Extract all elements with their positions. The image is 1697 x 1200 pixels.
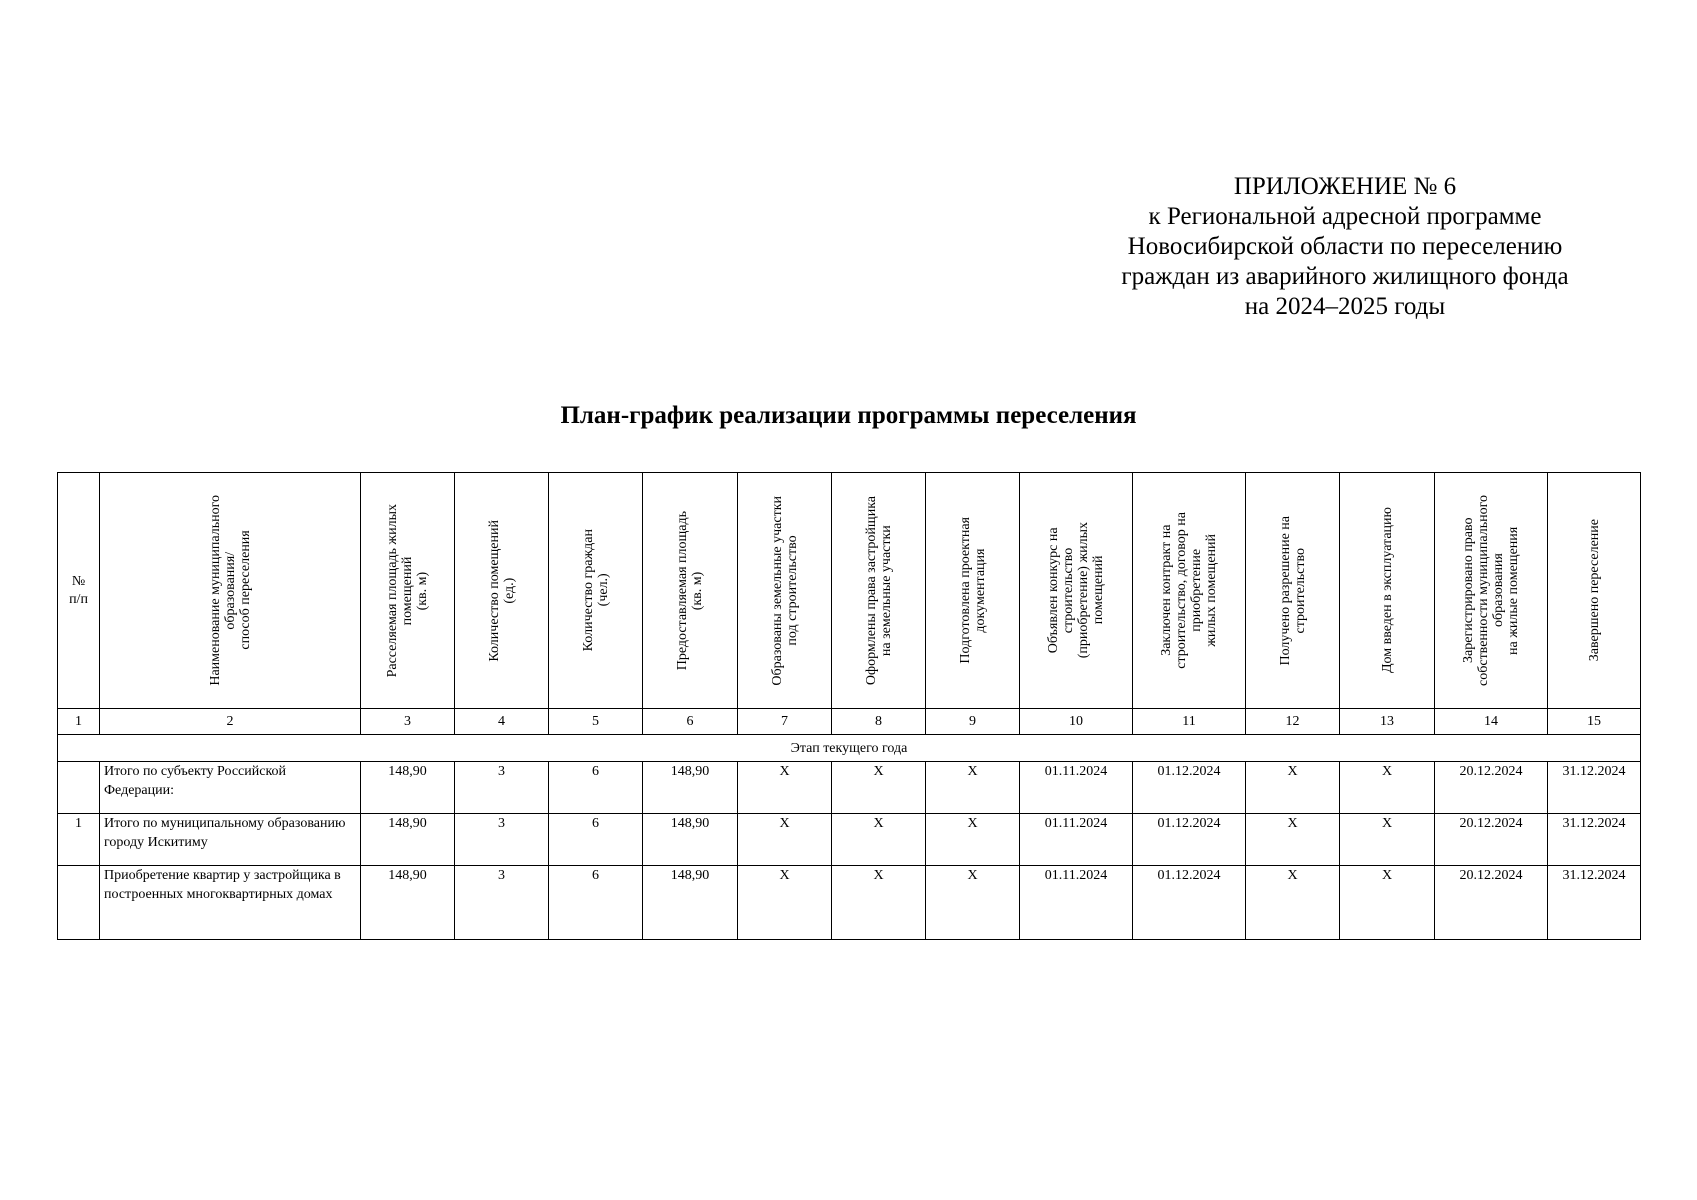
header-cell xyxy=(1246,473,1340,709)
column-number: 3 xyxy=(361,709,455,735)
table-cell: Х xyxy=(738,814,832,866)
header-cell xyxy=(455,473,549,709)
header-label: Наименование муниципального образования/ способ переселения xyxy=(207,495,253,686)
column-number-row xyxy=(58,709,1641,735)
table-cell: 148,90 xyxy=(361,814,455,866)
appendix-line: на 2024–2025 годы xyxy=(1244,293,1446,320)
table-row xyxy=(58,762,1641,814)
header-cell xyxy=(832,473,926,709)
table-cell: 148,90 xyxy=(643,814,738,866)
table-cell: Х xyxy=(926,814,1020,866)
table-cell: 31.12.2024 xyxy=(1548,814,1641,866)
header-label: Зарегистрировано право собственности муниципального образования на жилые помещения xyxy=(1461,495,1521,686)
table-cell: 148,90 xyxy=(361,762,455,814)
table-cell: 6 xyxy=(549,762,643,814)
table-cell: Х xyxy=(926,866,1020,940)
header-cell xyxy=(1133,473,1246,709)
column-number: 11 xyxy=(1133,709,1246,735)
appendix-line: граждан из аварийного жилищного фонда xyxy=(1121,263,1569,290)
header-cell-number xyxy=(58,473,100,709)
table-cell: 148,90 xyxy=(361,866,455,940)
column-number: 2 xyxy=(100,709,361,735)
table-cell: Х xyxy=(832,762,926,814)
header-label: Объявлен конкурс на строительство (приобретение) жилых помещений xyxy=(1046,522,1106,659)
table-cell: Х xyxy=(1340,814,1435,866)
document-title: План-график реализации программы переселения xyxy=(560,402,1137,429)
header-label: Подготовлена проектная документация xyxy=(957,517,988,664)
column-number: 10 xyxy=(1020,709,1133,735)
column-number: 1 xyxy=(58,709,100,735)
table-cell: Х xyxy=(1246,866,1340,940)
column-number: 12 xyxy=(1246,709,1340,735)
column-number: 9 xyxy=(926,709,1020,735)
table-cell: Х xyxy=(926,762,1020,814)
table-cell: 01.12.2024 xyxy=(1133,866,1246,940)
table-cell: 01.12.2024 xyxy=(1133,814,1246,866)
table-cell: 01.12.2024 xyxy=(1133,762,1246,814)
table-cell: 20.12.2024 xyxy=(1435,866,1548,940)
stage-label: Этап текущего года xyxy=(58,735,1641,762)
table-cell: 148,90 xyxy=(643,762,738,814)
table-cell: 3 xyxy=(455,762,549,814)
column-number: 7 xyxy=(738,709,832,735)
header-label: № п/п xyxy=(69,573,88,607)
table-cell: 3 xyxy=(455,866,549,940)
header-cell xyxy=(100,473,361,709)
header-cell xyxy=(1020,473,1133,709)
header-label: Завершено переселение xyxy=(1586,519,1602,662)
table-row xyxy=(58,866,1641,940)
table-cell: 01.11.2024 xyxy=(1020,762,1133,814)
table-cell xyxy=(58,762,100,814)
appendix-line: ПРИЛОЖЕНИЕ № 6 xyxy=(1233,173,1457,200)
header-cell xyxy=(1435,473,1548,709)
header-label: Расселяемая площадь жилых помещений (кв. м) xyxy=(385,503,430,678)
column-number: 6 xyxy=(643,709,738,735)
header-label: Количество граждан (чел.) xyxy=(580,529,611,652)
resettlement-schedule-table xyxy=(57,472,1641,940)
table-cell: 01.11.2024 xyxy=(1020,866,1133,940)
table-cell: 3 xyxy=(455,814,549,866)
table-cell: Х xyxy=(832,866,926,940)
table-cell: 20.12.2024 xyxy=(1435,762,1548,814)
table-cell: 6 xyxy=(549,866,643,940)
header-label: Заключен контракт на строительство, договор на приобретение жилых помещений xyxy=(1159,512,1219,669)
appendix-header xyxy=(1080,172,1610,322)
table-cell: Х xyxy=(832,814,926,866)
table-header-row xyxy=(58,473,1641,709)
header-cell xyxy=(926,473,1020,709)
column-number: 13 xyxy=(1340,709,1435,735)
table-cell: 148,90 xyxy=(643,866,738,940)
header-cell xyxy=(361,473,455,709)
stage-row xyxy=(58,735,1641,762)
header-label: Получено разрешение на строительство xyxy=(1277,515,1308,666)
table-cell: Итого по субъекту Российской Федерации: xyxy=(100,762,361,814)
column-number: 15 xyxy=(1548,709,1641,735)
header-label: Дом введен в эксплуатацию xyxy=(1379,507,1395,674)
table-cell: Х xyxy=(738,762,832,814)
header-label: Оформлены права застройщика на земельные участки xyxy=(863,495,894,686)
table-cell: 01.11.2024 xyxy=(1020,814,1133,866)
column-number: 5 xyxy=(549,709,643,735)
table-row xyxy=(58,814,1641,866)
column-number: 4 xyxy=(455,709,549,735)
appendix-line: к Региональной адресной программе xyxy=(1148,203,1542,230)
appendix-line: Новосибирской области по переселению xyxy=(1127,233,1563,260)
table-cell: 20.12.2024 xyxy=(1435,814,1548,866)
header-label: Количество помещений (ед.) xyxy=(486,519,517,662)
table-cell: 31.12.2024 xyxy=(1548,866,1641,940)
header-label: Предоставляемая площадь (кв. м) xyxy=(675,510,705,671)
header-label: Образованы земельные участки под строительство xyxy=(769,495,800,686)
table-cell: 31.12.2024 xyxy=(1548,762,1641,814)
table-cell: Х xyxy=(1246,814,1340,866)
header-cell xyxy=(738,473,832,709)
table-cell: 1 xyxy=(58,814,100,866)
table-cell: Х xyxy=(1246,762,1340,814)
table-cell: Итого по муниципальному образованию городу Искитиму xyxy=(100,814,361,866)
table-cell: 6 xyxy=(549,814,643,866)
table-cell: Приобретение квартир у застройщика в построенных многоквартирных домах xyxy=(100,866,361,940)
header-cell xyxy=(1340,473,1435,709)
column-number: 8 xyxy=(832,709,926,735)
table-cell xyxy=(58,866,100,940)
header-cell xyxy=(643,473,738,709)
table-cell: Х xyxy=(1340,866,1435,940)
table-cell: Х xyxy=(738,866,832,940)
header-cell xyxy=(1548,473,1641,709)
column-number: 14 xyxy=(1435,709,1548,735)
header-cell xyxy=(549,473,643,709)
table-cell: Х xyxy=(1340,762,1435,814)
